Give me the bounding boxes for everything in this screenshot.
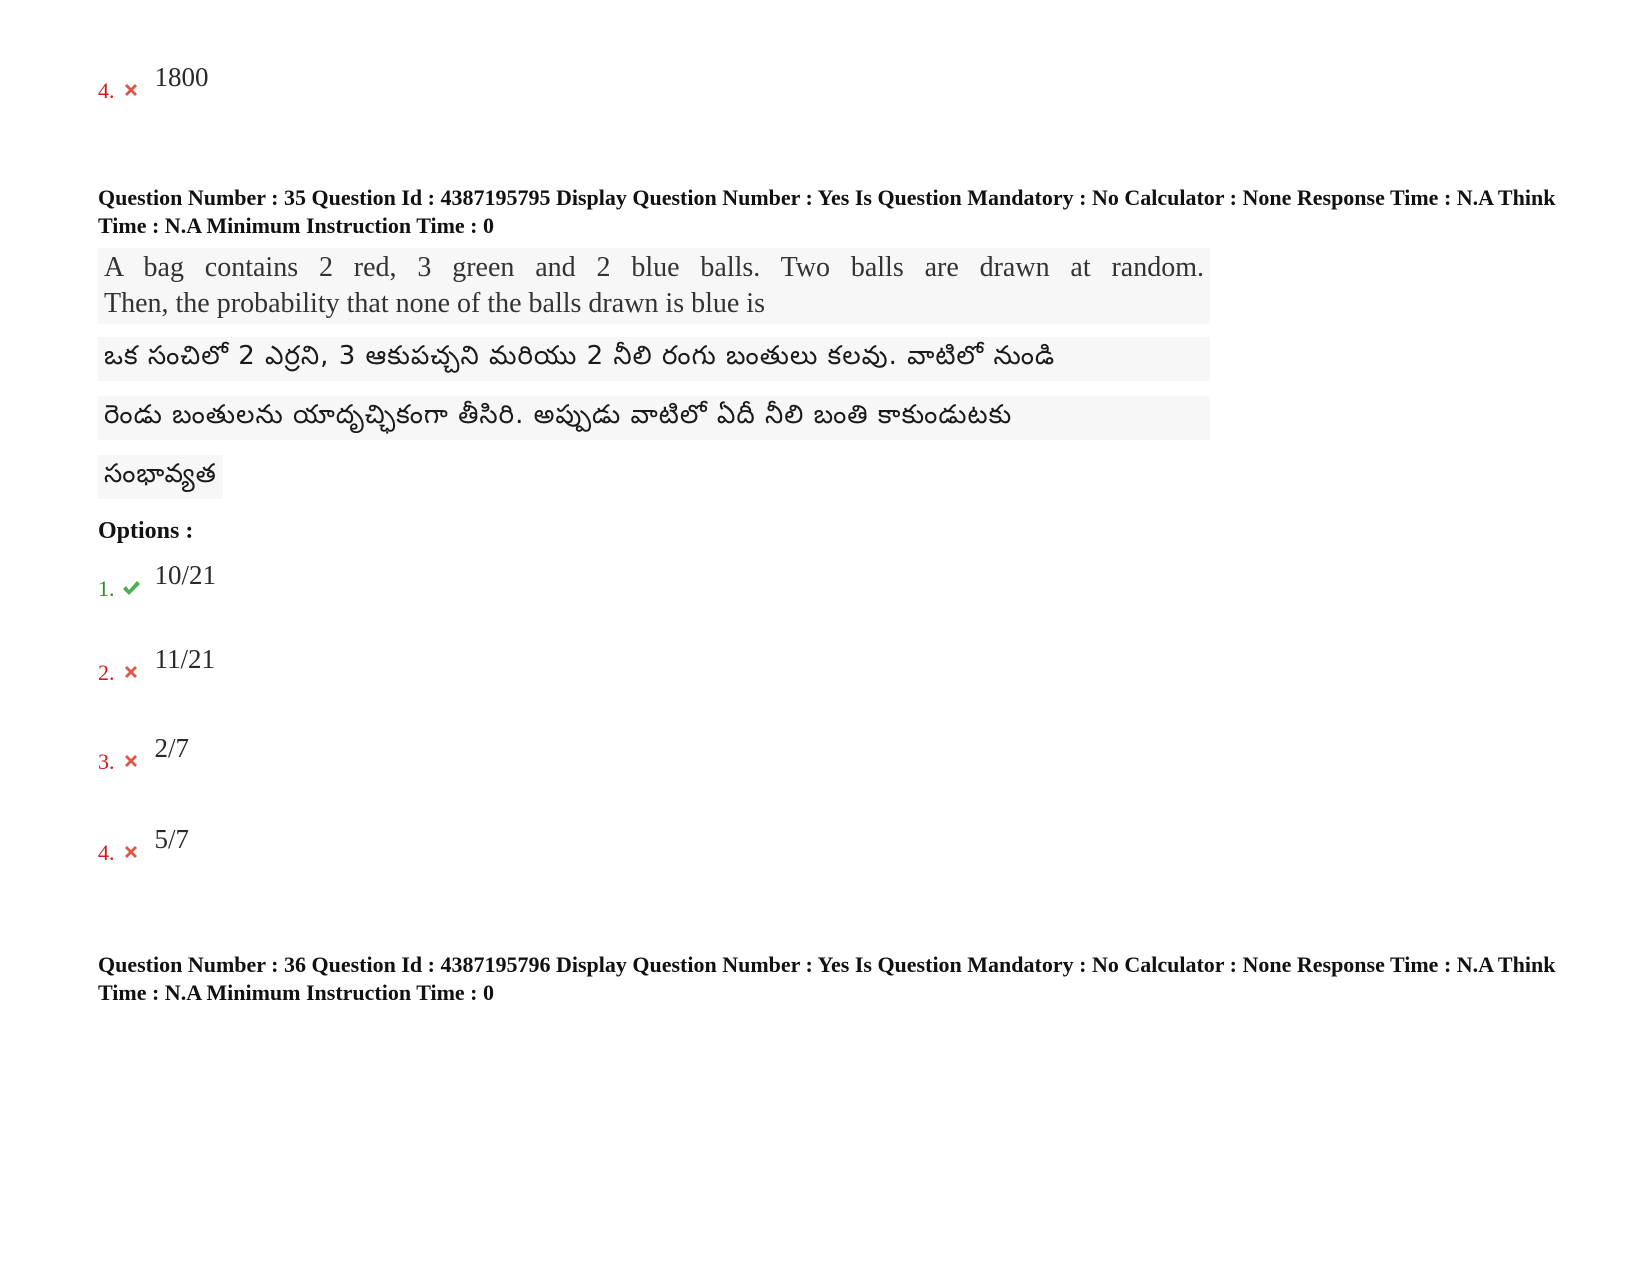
option-value: 10/21: [154, 560, 217, 590]
cross-icon: [121, 662, 141, 682]
cross-icon: [121, 842, 141, 862]
option-number: 4.: [98, 840, 115, 865]
question-english-line-2: Then, the probability that none of the balls drawn is blue is: [104, 288, 765, 319]
check-icon: [121, 578, 141, 598]
option-number: 4.: [98, 78, 115, 103]
option-3: [98, 733, 189, 775]
question-telugu-line-2: రెండు బంతులను యాదృచ్ఛికంగా తీసిరి. అప్పుడు వాటిలో ఏదీ నీలి బంతి కాకుండుటకు: [98, 396, 1210, 440]
cross-icon: [121, 80, 141, 100]
option-value: 1800: [154, 62, 209, 92]
option-1: [98, 560, 216, 602]
option-number: 1.: [98, 576, 115, 601]
option-4: [98, 824, 189, 866]
question-telugu-line-1: ఒక సంచిలో 2 ఎర్రని, 3 ఆకుపచ్చని మరియు 2 నీలి రంగు బంతులు కలవు. వాటిలో నుండి: [98, 337, 1210, 381]
question-35-meta: Question Number : 35 Question Id : 4387195795 Display Question Number : Yes Is Question Mandatory : No Calculator : None Response Time : N.A Think Time : N.A Minimum Instruction Time : 0: [98, 185, 1556, 238]
option-value: 2/7: [154, 733, 190, 763]
question-telugu-line-3: సంభావ్యత: [98, 455, 223, 499]
prev-option-4: [98, 62, 209, 104]
question-35-text: [98, 248, 1210, 324]
cross-icon: [121, 751, 141, 771]
option-number: 2.: [98, 660, 115, 685]
option-number: 3.: [98, 749, 115, 774]
question-english-line-1: A bag contains 2 red, 3 green and 2 blue balls. Two balls are drawn at random.: [104, 252, 1204, 283]
option-value: 11/21: [154, 644, 215, 674]
option-2: [98, 644, 215, 686]
option-value: 5/7: [154, 824, 190, 854]
options-label: Options :: [98, 518, 194, 544]
question-36-meta: Question Number : 36 Question Id : 4387195796 Display Question Number : Yes Is Question Mandatory : No Calculator : None Response Time : N.A Think Time : N.A Minimum Instruction Time : 0: [98, 952, 1556, 1005]
